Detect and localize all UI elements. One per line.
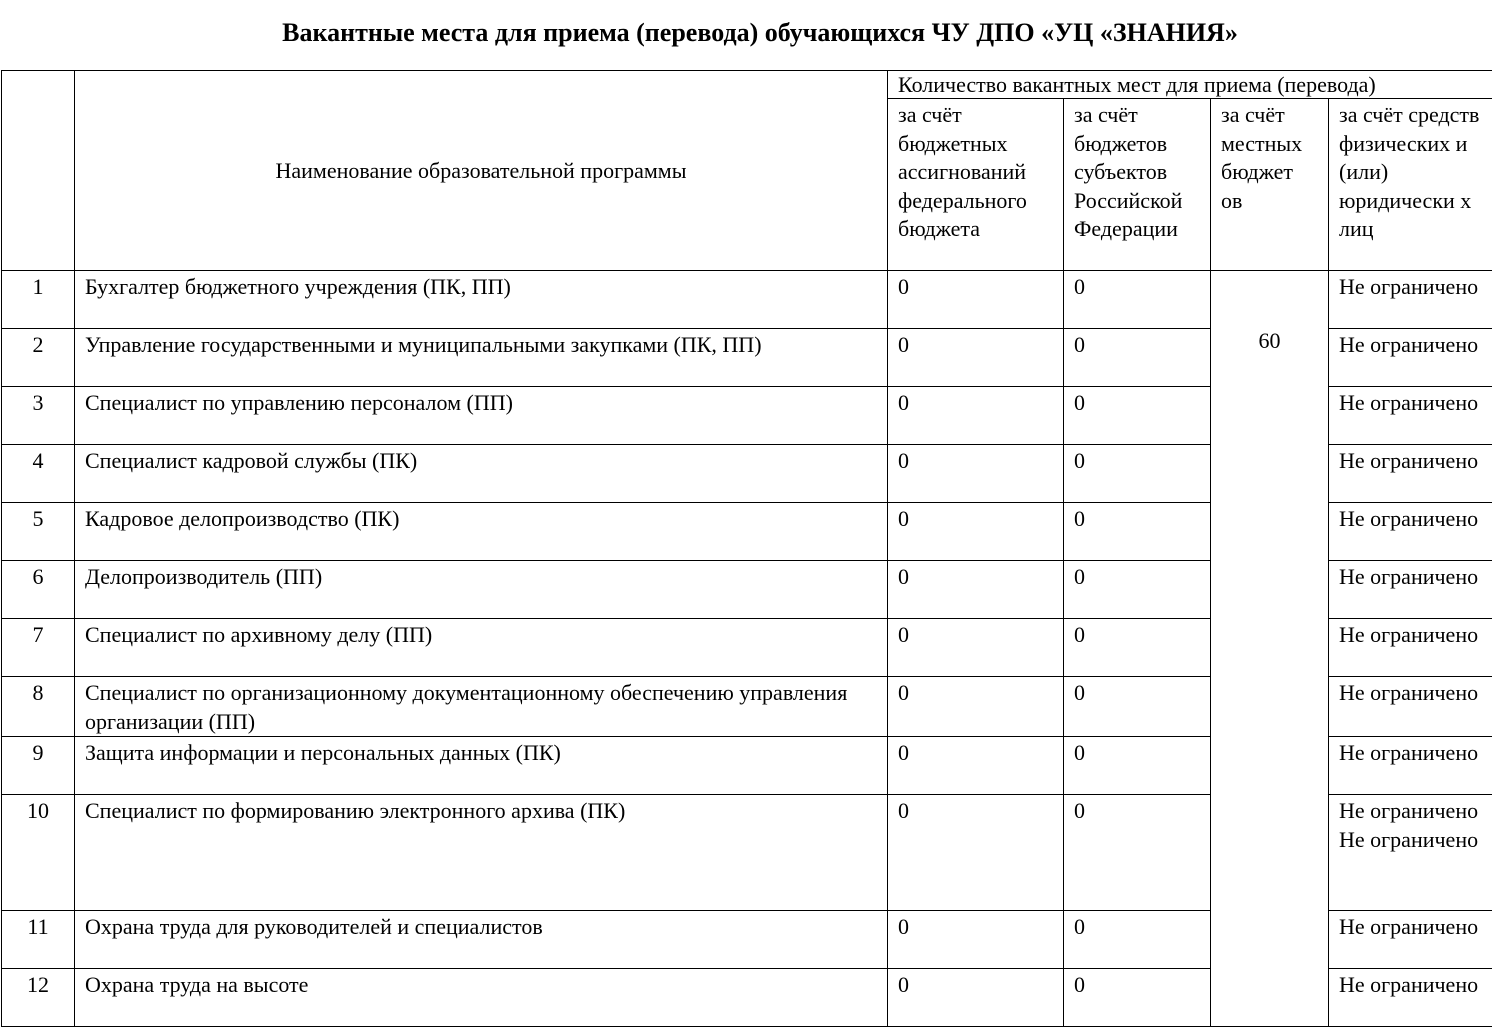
vacancies-table <box>1 70 1492 1027</box>
row-federal-value: 0 <box>888 619 1064 677</box>
row-federal-value: 0 <box>888 911 1064 969</box>
row-federal-value: 0 <box>888 271 1064 329</box>
row-number: 1 <box>2 271 75 329</box>
row-physical-value: Не ограничено <box>1329 737 1492 795</box>
row-regional-value: 0 <box>1064 329 1211 387</box>
row-number: 3 <box>2 387 75 445</box>
row-number: 2 <box>2 329 75 387</box>
table-row <box>2 271 1492 329</box>
row-program-name: Специалист кадровой службы (ПК) <box>75 445 888 503</box>
header-program-name: Наименование образовательной программы <box>75 71 888 271</box>
header-local: за счёт местных бюджет ов <box>1211 99 1329 271</box>
row-physical-value: Не ограничено <box>1329 271 1492 329</box>
header-number-cell <box>2 71 75 271</box>
row-number: 9 <box>2 737 75 795</box>
row-program-name: Специалист по организационному документационному обеспечению управления организации (ПП) <box>75 677 888 737</box>
row-program-name: Охрана труда на высоте <box>75 969 888 1027</box>
row-program-name: Делопроизводитель (ПП) <box>75 561 888 619</box>
row-regional-value: 0 <box>1064 737 1211 795</box>
row-regional-value: 0 <box>1064 503 1211 561</box>
row-physical-value: Не ограничено <box>1329 503 1492 561</box>
row-federal-value: 0 <box>888 503 1064 561</box>
row-program-name: Защита информации и персональных данных (ПК) <box>75 737 888 795</box>
row-number: 10 <box>2 795 75 911</box>
row-number: 8 <box>2 677 75 737</box>
row-regional-value: 0 <box>1064 387 1211 445</box>
row-physical-value: Не ограничено <box>1329 911 1492 969</box>
row-physical-value: Не ограничено <box>1329 445 1492 503</box>
row-program-name: Специалист по архивному делу (ПП) <box>75 619 888 677</box>
row-regional-value: 0 <box>1064 619 1211 677</box>
row-federal-value: 0 <box>888 387 1064 445</box>
row-number: 6 <box>2 561 75 619</box>
row-regional-value: 0 <box>1064 271 1211 329</box>
page-title: Вакантные места для приема (перевода) обучающихся ЧУ ДПО «УЦ «ЗНАНИЯ» <box>282 18 1238 47</box>
row-physical-value: Не ограничено <box>1329 329 1492 387</box>
header-physical: за счёт средств физических и (или) юридически х лиц <box>1329 99 1492 271</box>
row-physical-value: Не ограничено <box>1329 387 1492 445</box>
local-budget-merged-cell: 60 <box>1211 271 1329 1027</box>
header-regional: за счёт бюджетов субъектов Российской Федерации <box>1064 99 1211 271</box>
row-regional-value: 0 <box>1064 969 1211 1027</box>
row-federal-value: 0 <box>888 737 1064 795</box>
row-federal-value: 0 <box>888 329 1064 387</box>
row-number: 7 <box>2 619 75 677</box>
row-federal-value: 0 <box>888 445 1064 503</box>
row-federal-value: 0 <box>888 677 1064 737</box>
row-regional-value: 0 <box>1064 445 1211 503</box>
header-federal: за счёт бюджетных ассигнований федерального бюджета <box>888 99 1064 271</box>
header-vacancies-group: Количество вакантных мест для приема (перевода) <box>888 71 1492 99</box>
row-program-name: Кадровое делопроизводство (ПК) <box>75 503 888 561</box>
row-regional-value: 0 <box>1064 795 1211 911</box>
row-number: 5 <box>2 503 75 561</box>
row-regional-value: 0 <box>1064 911 1211 969</box>
row-program-name: Охрана труда для руководителей и специалистов <box>75 911 888 969</box>
row-program-name: Специалист по управлению персоналом (ПП) <box>75 387 888 445</box>
row-program-name: Управление государственными и муниципальными закупками (ПК, ПП) <box>75 329 888 387</box>
row-regional-value: 0 <box>1064 561 1211 619</box>
row-physical-value: Не ограничено <box>1329 969 1492 1027</box>
row-number: 12 <box>2 969 75 1027</box>
row-physical-value: Не ограничено <box>1329 619 1492 677</box>
row-physical-value: Не ограничено <box>1329 561 1492 619</box>
header-row-group <box>2 71 1492 99</box>
row-regional-value: 0 <box>1064 677 1211 737</box>
row-federal-value: 0 <box>888 795 1064 911</box>
row-number: 11 <box>2 911 75 969</box>
row-physical-value: Не ограничено Не ограничено <box>1329 795 1492 911</box>
row-federal-value: 0 <box>888 561 1064 619</box>
row-number: 4 <box>2 445 75 503</box>
row-physical-value: Не ограничено <box>1329 677 1492 737</box>
row-program-name: Бухгалтер бюджетного учреждения (ПК, ПП) <box>75 271 888 329</box>
row-federal-value: 0 <box>888 969 1064 1027</box>
row-program-name: Специалист по формированию электронного архива (ПК) <box>75 795 888 911</box>
